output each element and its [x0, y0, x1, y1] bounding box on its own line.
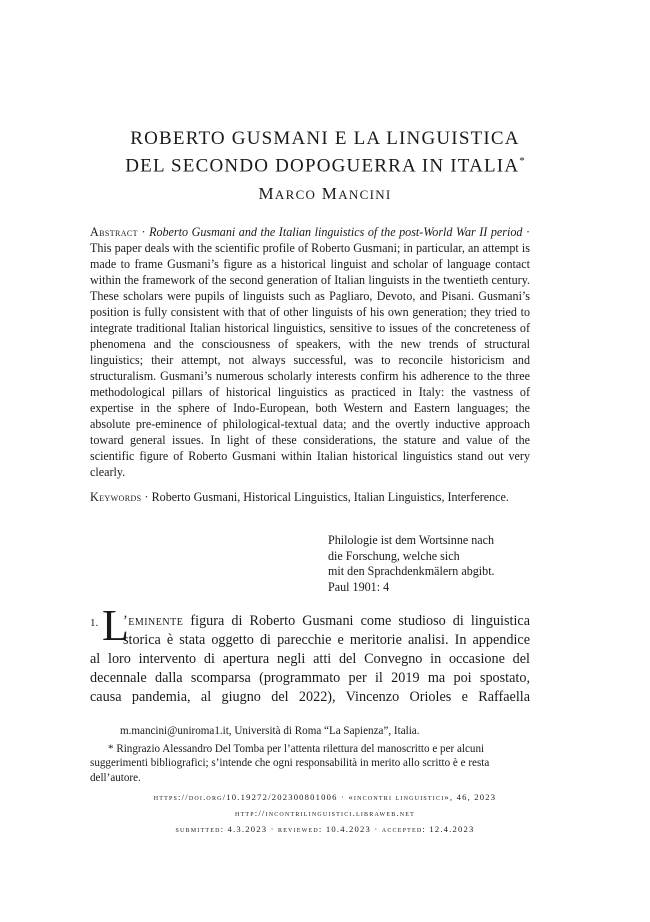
- section-number: 1.: [90, 617, 99, 629]
- footnotes: [90, 724, 540, 785]
- abstract-text: · This paper deals with the scientific profile of Roberto Gusmani; in particular, an attempt is made to frame Gusmani’s figure as a historical linguist and scholar of language contact within the framework of the second generation of Italian linguists in the twentieth century. These scholars were pupils of linguists such as Pagliaro, Devoto, and Pisani. Gusmani’s position is fully consistent with that of other linguists of his own generation; they tried to integrate traditional Italian historical linguistics, sensitive to issues of the concreteness of phenomena and the consciousness of speakers, with the new trends of structural linguistics; their attempt, not always successful, was to reconcile historicism and structuralism. Gusmani’s numerous scholarly interests confirm his adherence to the three methodological pillars of historical linguistics as practiced in Italy: the vastness of expertise in the sphere of Indo-European, both Western and Eastern languages; the absolute pre-eminence of philological-textual data; and the overtly inductive approach toward general issues. In light of these considerations, the stature and value of the scientific figure of Roberto Gusmani within Italian historical linguistics stand out very clearly.: [90, 225, 530, 479]
- abstract-separator: ·: [137, 225, 150, 239]
- body-lead-smallcaps: ’eminente: [123, 613, 184, 629]
- acknowledgement-note: [90, 742, 540, 786]
- epigraph: [328, 533, 548, 595]
- body-line-3: al loro intervento di apertura negli atti del Convegno in occasione del: [90, 651, 530, 667]
- title-line-2-text: DEL SECONDO DOPOGUERRA IN ITALIA: [125, 155, 520, 177]
- abstract-label: Abstract: [90, 225, 138, 239]
- doi-line[interactable]: https://doi.org/10.19272/202300801006 · «incontri linguistici», 46, 2023: [153, 792, 497, 802]
- body-line-1-rest: figura di Roberto Gusmani come studioso di linguistica: [183, 613, 530, 629]
- epigraph-line-3: mit den Sprachdenkmälern abgibt.: [328, 564, 495, 578]
- body-line-4: decennale dalla scomparsa (programmato per il 2019 ma poi spostato,: [90, 670, 530, 686]
- article-title: [60, 127, 590, 177]
- author-last-rest: ANCINI: [338, 187, 392, 202]
- title-line-1: ROBERTO GUSMANI E LA LINGUISTICA: [130, 128, 520, 149]
- acknowledgement-text: Ringrazio Alessandro Del Tomba per l’attenta rilettura del manoscritto e per alcuni suggerimenti bibliografici; s’intende che ogni responsabilità in merito allo scritto è e resta dell’autore.: [90, 742, 490, 784]
- epigraph-line-1: Philologie ist dem Wortsinne nach: [328, 533, 495, 547]
- author-name: [60, 184, 590, 204]
- author-first-initial: M: [258, 184, 275, 203]
- drop-cap: L: [102, 601, 129, 650]
- body-line-2: storica è stata oggetto di parecchie e meritorie analisi. In appendice: [123, 632, 530, 648]
- epigraph-source: Paul 1901: 4: [328, 579, 390, 594]
- author-last-initial: M: [321, 184, 339, 203]
- keywords-separator: ·: [141, 490, 152, 504]
- keywords: [90, 489, 530, 505]
- acknowledgement-mark: *: [108, 742, 114, 755]
- title-line-2: [60, 150, 590, 177]
- submission-dates-line: submitted: 4.3.2023 · reviewed: 10.4.2023 · accepted: 12.4.2023: [175, 824, 475, 834]
- author-first-rest: ARCO: [274, 187, 317, 202]
- title-footnote-mark[interactable]: *: [519, 155, 525, 167]
- journal-url-line[interactable]: http://incontrilinguistici.libraweb.net: [234, 808, 416, 818]
- keywords-text: Roberto Gusmani, Historical Linguistics, Italian Linguistics, Interference.: [151, 490, 509, 504]
- body-line-1: [90, 612, 530, 631]
- keywords-label: Keywords: [90, 490, 142, 504]
- abstract: [90, 224, 530, 480]
- epigraph-line-2: die Forschung, welche sich: [328, 548, 460, 563]
- body-text: [90, 612, 530, 707]
- author-affiliation-note: m.mancini@uniroma1.it, Università di Roma “La Sapienza”, Italia.: [120, 725, 420, 737]
- body-line-5: causa pandemia, al giugno del 2022), Vincenzo Orioles e Raffaella: [90, 689, 530, 705]
- copyright-notice: [561, 212, 581, 672]
- abstract-english-title: Roberto Gusmani and the Italian linguistics of the post-World War II period: [149, 225, 523, 239]
